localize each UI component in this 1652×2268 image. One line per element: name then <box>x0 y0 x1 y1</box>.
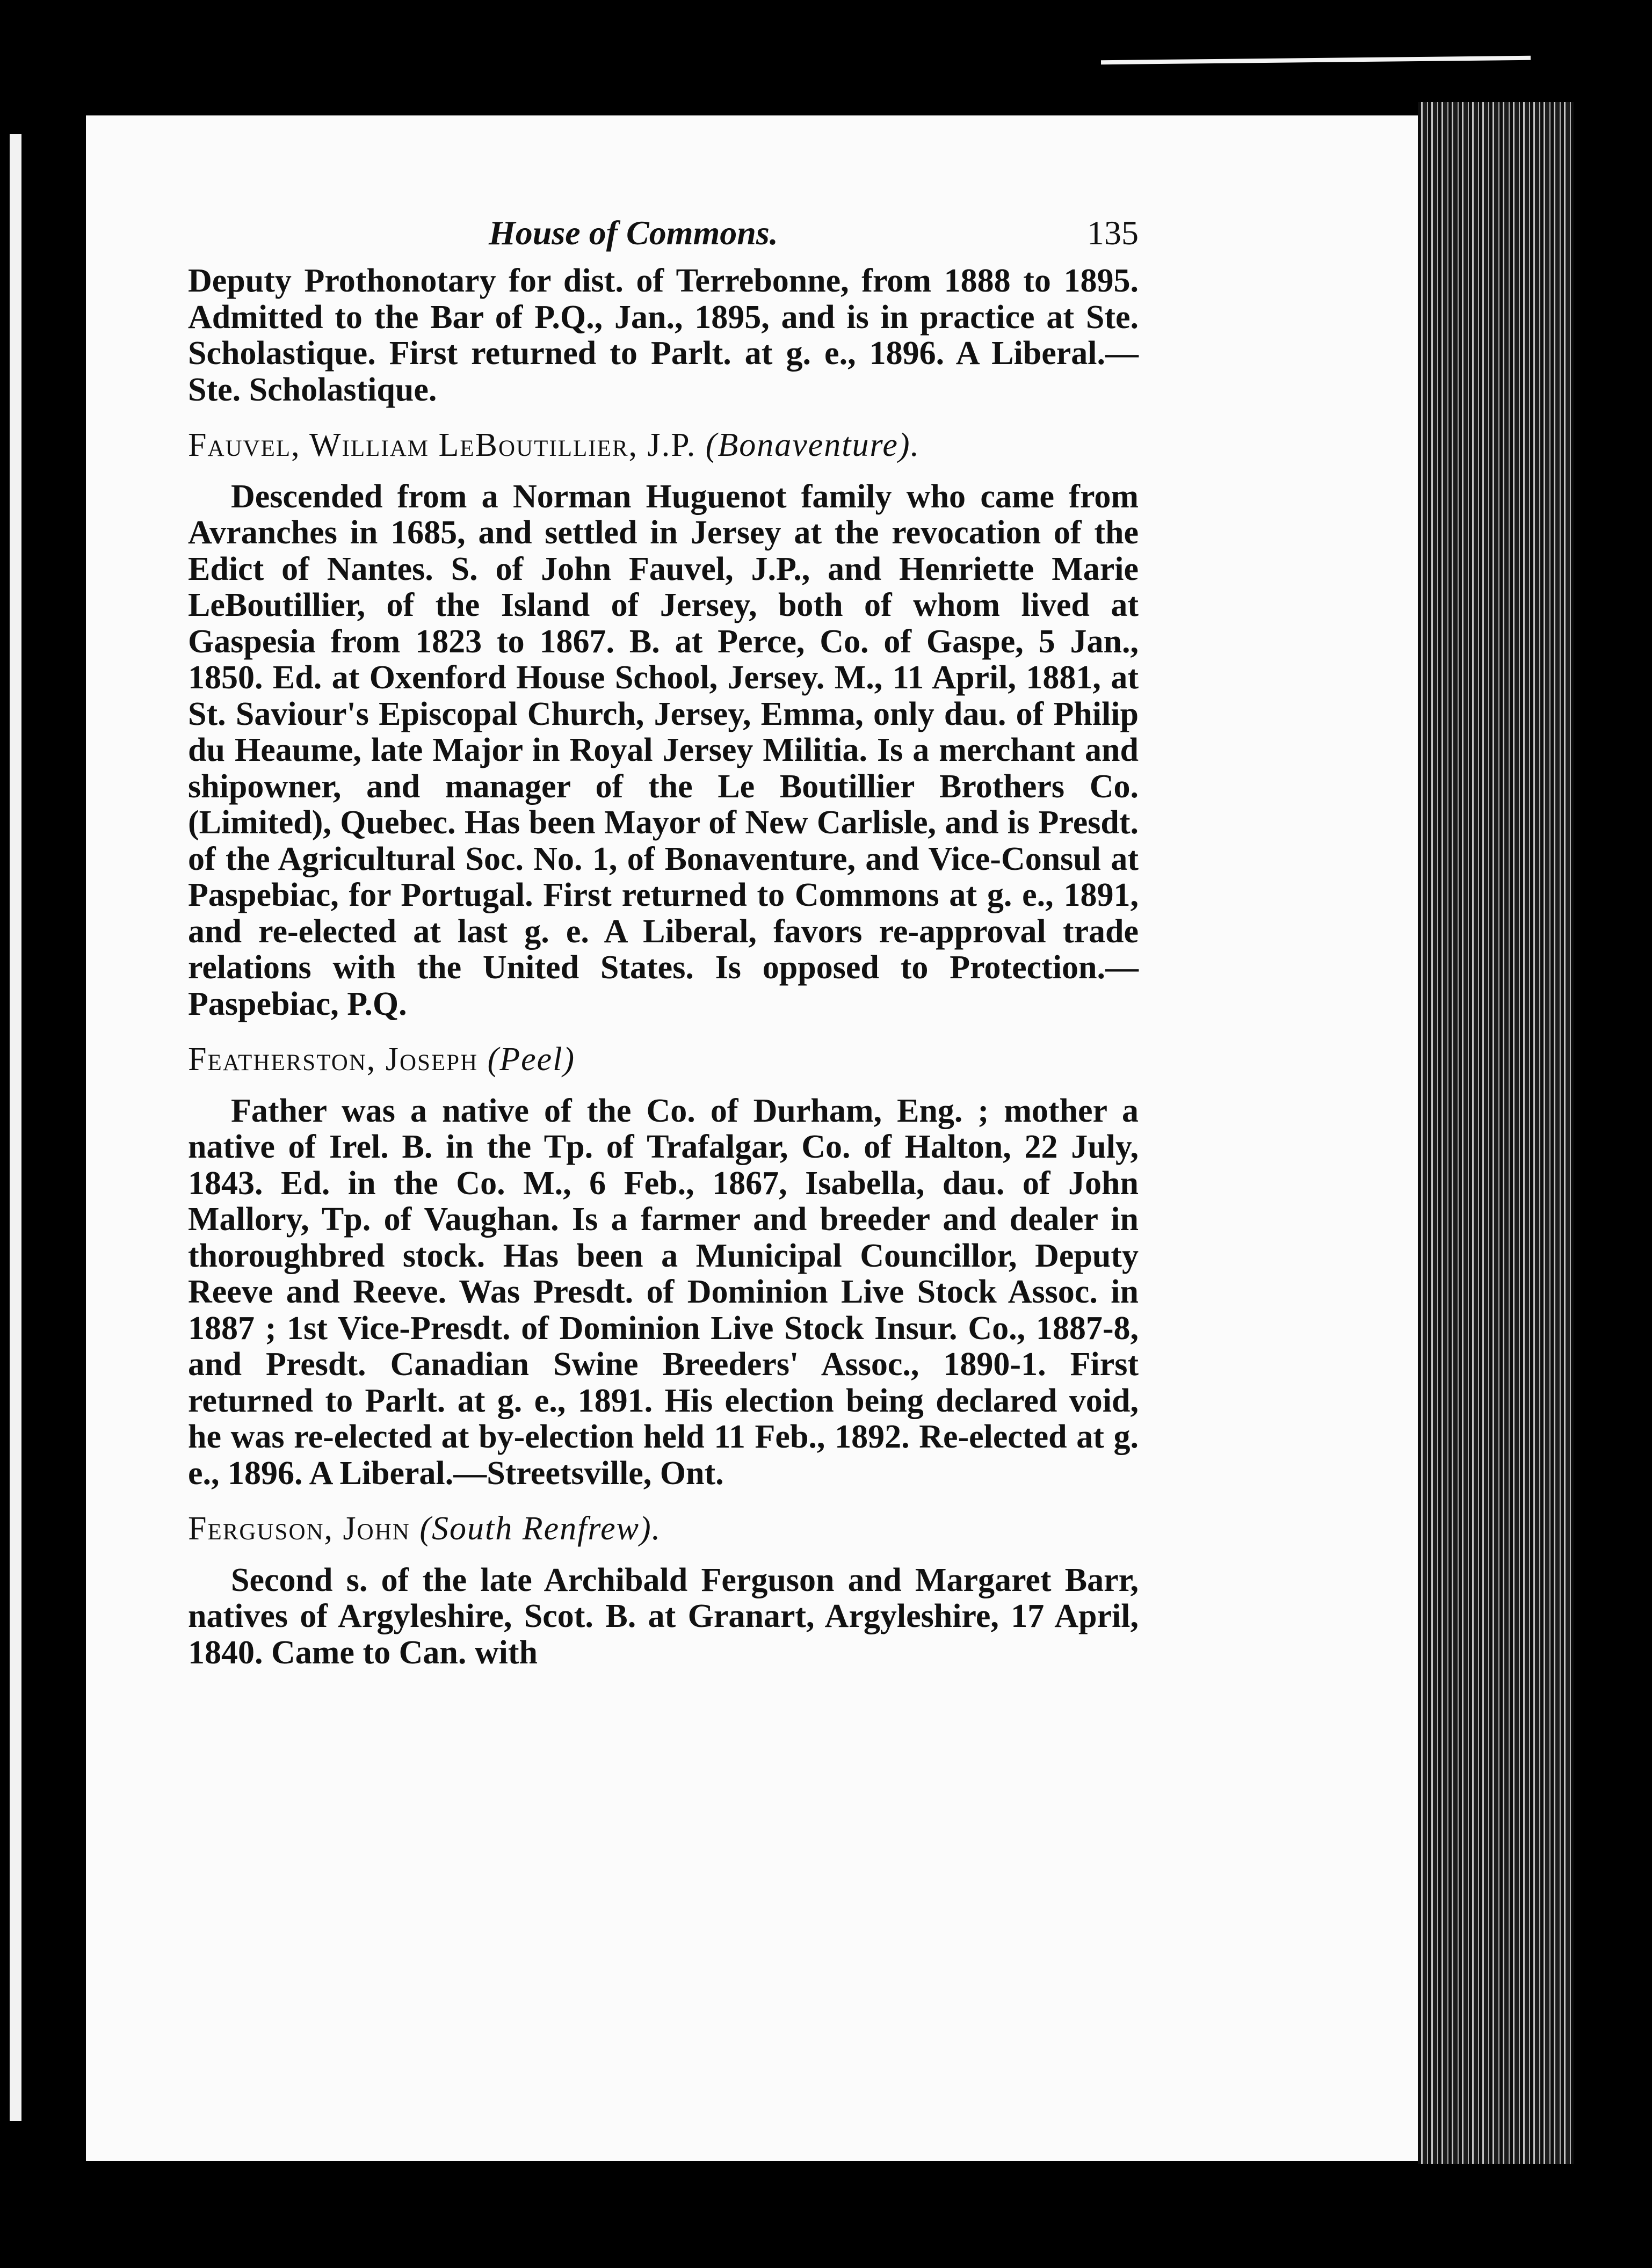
entry-constituency: (South Renfrew). <box>419 1510 662 1547</box>
intro-paragraph: Deputy Prothonotary for dist. of Terrebonne, from 1888 to 1895. Admitted to the Bar of P.Q., Jan., 1895, and is in practice at Ste. Scholastique. First returned to Parlt. at g. e., 1896. A Liberal.—Ste. Scholastique. <box>188 263 1139 408</box>
entry-constituency: (Peel) <box>487 1041 576 1078</box>
page-content <box>188 215 1139 1671</box>
entry-text-fauvel: Descended from a Norman Huguenot family who came from Avranches in 1685, and settled in Jersey at the revocation of the Edict of Nantes. S. of John Fauvel, J.P., and Henriette Marie LeBoutillier, of the Island of Jersey, both of whom lived at Gaspesia from 1823 to 1867. B. at Perce, Co. of Gaspe, 5 Jan., 1850. Ed. at Oxenford House School, Jersey. M., 11 April, 1881, at St. Saviour's Episcopal Church, Jersey, Emma, only dau. of Philip du Heaume, late Major in Royal Jersey Militia. Is a merchant and shipowner, and manager of the Le Boutillier Brothers Co. (Limited), Quebec. Has been Mayor of New Carlisle, and is Presdt. of the Agricultural Soc. No. 1, of Bonaventure, and Vice-Consul at Paspebiac, for Portugal. First returned to Commons at g. e., 1891, and re-elected at last g. e. A Liberal, favors re-approval trade relations with the United States. Is opposed to Protection.—Paspebiac, P.Q. <box>188 478 1139 1022</box>
scan-edge-strip <box>10 134 21 2121</box>
entry-heading-ferguson <box>188 1511 1139 1547</box>
entry-name: Featherston, Joseph <box>188 1041 479 1078</box>
entry-name: Ferguson, John <box>188 1510 410 1547</box>
entry-text-ferguson: Second s. of the late Archibald Ferguson and Margaret Barr, natives of Argyleshire, Scot. B. at Granart, Argyleshire, 17 April, 1840. Came to Can. with <box>188 1561 1139 1671</box>
entry-heading-fauvel <box>188 427 1139 464</box>
book-page-edges <box>1418 102 1574 2164</box>
scan-top-rule <box>1101 56 1531 64</box>
running-head: House of Commons. <box>489 214 778 252</box>
page-number: 135 <box>1087 214 1139 252</box>
entry-text-featherston: Father was a native of the Co. of Durham, Eng. ; mother a native of Irel. B. in the Tp. of Trafalgar, Co. of Halton, 22 July, 1843. Ed. in the Co. M., 6 Feb., 1867, Isabella, dau. of John Mallory, Tp. of Vaughan. Is a farmer and breeder and dealer in thoroughbred stock. Has been a Municipal Councillor, Deputy Reeve and Reeve. Was Presdt. of Dominion Live Stock Assoc. in 1887 ; 1st Vice-Presdt. of Dominion Live Stock Insur. Co., 1887-8, and Presdt. Canadian Swine Breeders' Assoc., 1890-1. First returned to Parlt. at g. e., 1891. His election being declared void, he was re-elected at by-election held 11 Feb., 1892. Re-elected at g. e., 1896. A Liberal.—Streetsville, Ont. <box>188 1092 1139 1492</box>
entry-name: Fauvel, William LeBoutillier, J.P. <box>188 427 697 463</box>
page-header <box>188 215 1139 263</box>
entry-constituency: (Bonaventure). <box>705 427 921 463</box>
entry-heading-featherston <box>188 1042 1139 1078</box>
